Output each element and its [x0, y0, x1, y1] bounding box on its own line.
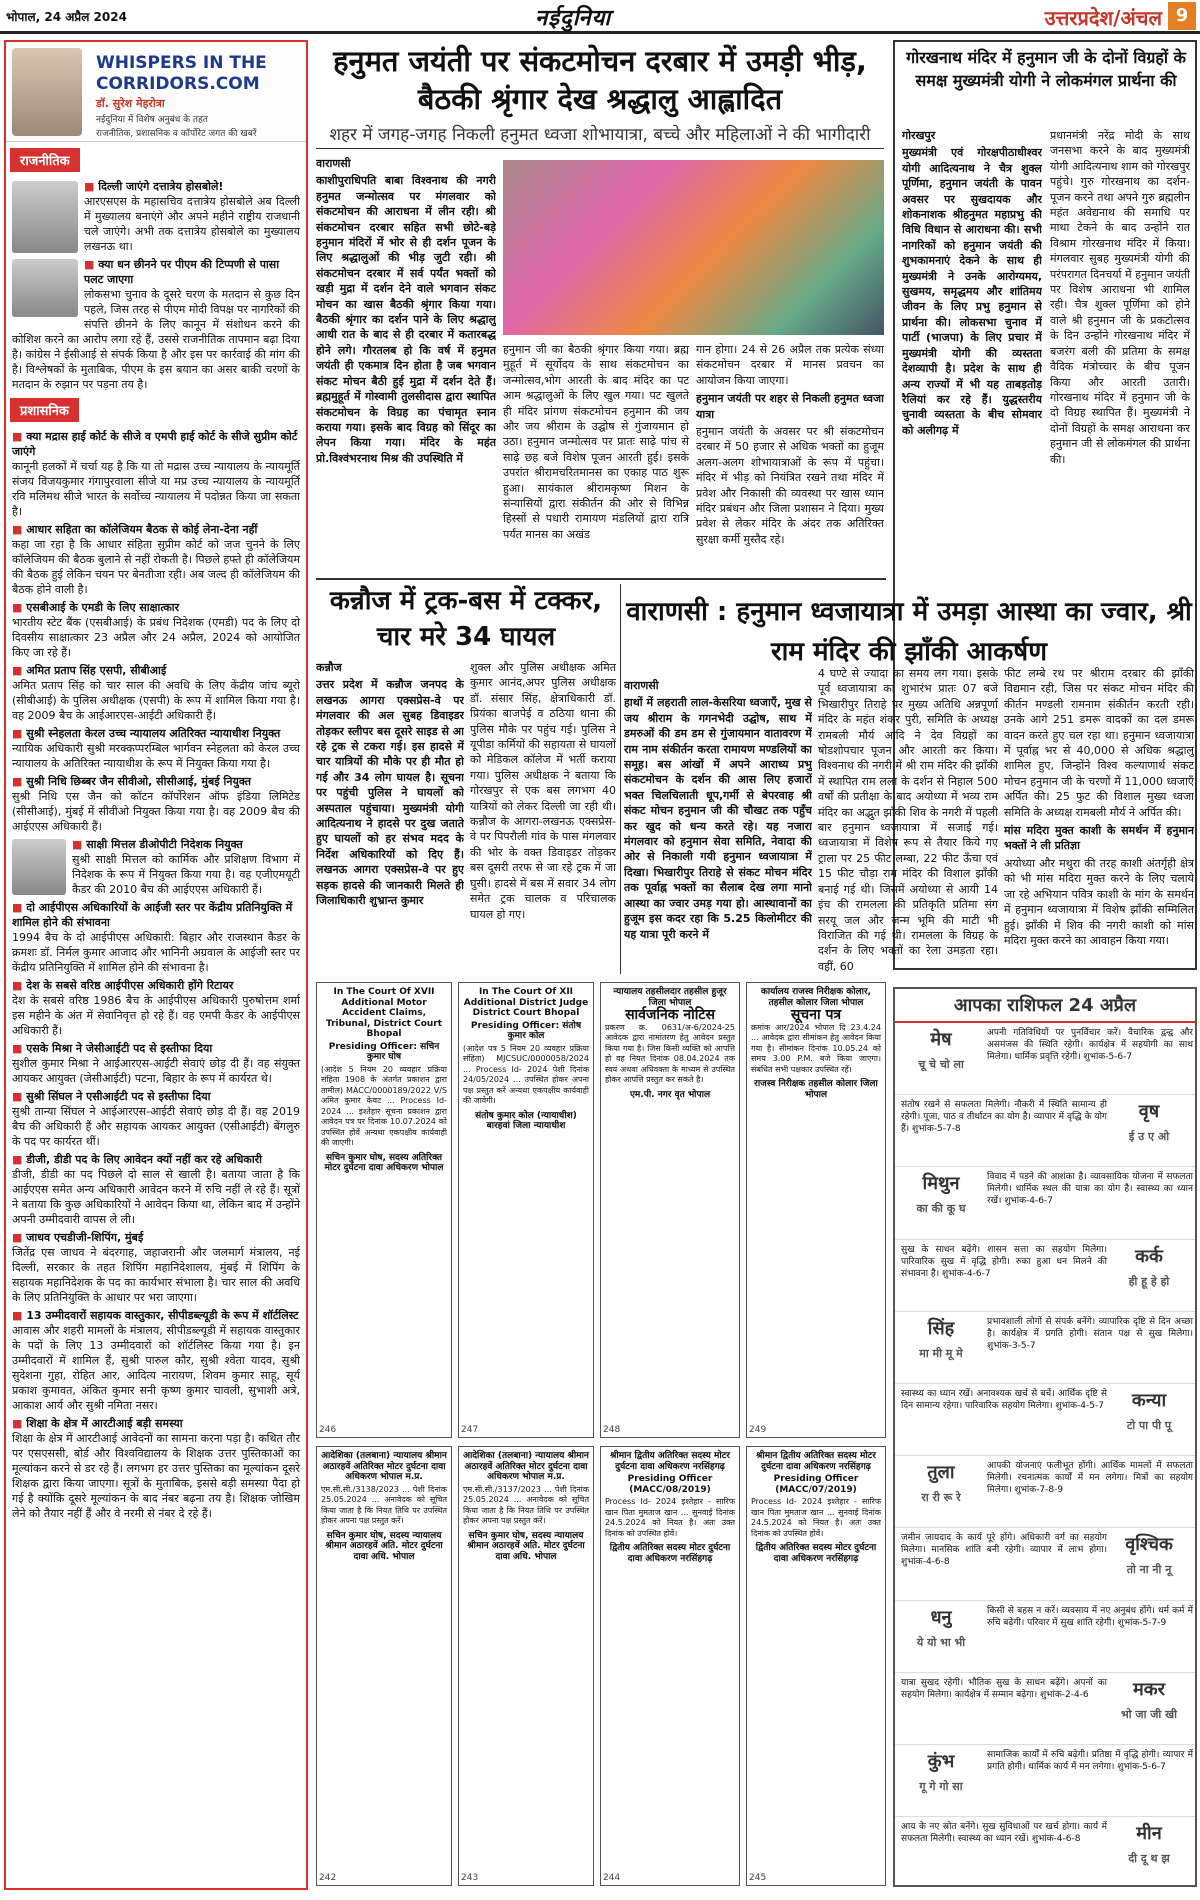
sign-prediction: आपकी योजनाएं फलीभूत होंगी। आर्थिक मामलों में सफलता मिलेगी। रचनात्मक कार्यों में मन लगेगा। मित्रों का सहयोग मिलेगा। शुभांक-7-8-9: [987, 1461, 1193, 1496]
notice-title: श्रीमान द्वितीय अतिरिक्त सदस्य मोटर दुर्घटना दावा अधिकरण नरसिंहगढ़: [756, 1451, 876, 1472]
notice-footer: एम.पी. नगर वृत भोपाल: [629, 1089, 711, 1100]
notice-number: 244: [603, 1872, 621, 1883]
item-body: अमित प्रताप सिंह को चार साल की अवधि के लिए केंद्रीय जांच ब्यूरो (सीबीआई) के पुलिस अधीक्षक (एसपी) के रूप में शामिल किया गया है। वह 2009 बैच के आईआरएस-आईटी अधिकारी हैं।: [12, 679, 300, 722]
item-heading: ■ साक्षी मित्तल डीओपीटी निदेशक नियुक्त: [12, 837, 300, 852]
kannauj-column-2: [470, 660, 616, 970]
sign-prediction: अपनी गतिविधियों पर पुनर्विचार करें। वैचारिक द्वन्द्व और असमंजस की स्थिति रहेगी। कार्यक्षेत्र में सहयोगी का साथ मिलेगा। धार्मिक प्रवृत्ति रहेगी। शुभांक-5-6-7: [987, 1028, 1193, 1062]
lead-column-1: [316, 156, 496, 576]
horoscope-row: [895, 1167, 1195, 1239]
kannauj-headline: कन्नौज में ट्रक-बस में टक्कर, चार मरे 34 घायल: [329, 586, 603, 652]
admin-item: [6, 1152, 306, 1227]
admin-item: [6, 1416, 306, 1521]
varanasi-body-2: 4 घण्टे से ज्यादा का समय लग गया। इसके पूर्व ध्वजायात्रा का शुभारंभ प्रातः 07 बजे भिखारीपुर तिराहे पर मुख्य अतिथि अन्नपूर्णा मंदिर के महंत शंकर पुरी, समिति के अध्यक्ष रामबली मौर्य आदि ने देव विग्रहों का षोडशोपचार पूजन और आरती कर किया। विश्वनाथ की नगरी में श्री राम मंदिर की झाँकी में स्थापित राम लला के दर्शन से निहाल 500 वर्षों की प्रतीक्षा के बाद अयोध्या में भव्य राम मंदिर का अद्भुत झाँकी शिव के नगरी में पहली बार हनुमान ध्वजायात्रा में सजाई गई। ध्वजायात्रा में विशेष रूप से तैयार किये गए ट्राला पर 25 फीट लम्बा, 22 फीट ऊँचा एवं 15 फीट चौड़ा राम मंदिर की विशाल झाँकी बनाई गई थी। जिसमें अयोध्या से आयी 14 इंच की रामलला की प्रतिकृति प्रतिमा संग सरयू जल और जन्म भूमि की माटी भी विराजित की गई थी। रामलला के विग्रह के दर्शन के लिए भक्तों का रेला उमड़ता रहा। वहीं, 60: [818, 667, 998, 972]
notice-number: 247: [461, 1424, 479, 1435]
notice-footer: सचिन कुमार घोष, सदस्य अतिरिक्त मोटर दुर्घटना दावा अधिकरण भोपाल: [324, 1152, 444, 1173]
sign-name: धनु: [930, 1606, 952, 1628]
notice-body: Process Id- 2024 इश्तेहार - सारिफ खान पिता मुमताज खान ... सुनवाई दिनांक 24.5.2024 को नियत है। अतः उक्त दिनांक को उपस्थित होवें।: [751, 1497, 881, 1538]
sign-prediction: स्वास्थ्य का ध्यान रखें। अनावश्यक खर्च से बचें। आर्थिक दृष्टि से दिन सामान्य रहेगा। पारिवारिक सहयोग मिलेगा। शुभांक-4-5-7: [901, 1388, 1107, 1411]
item-body: कानूनी हलकों में चर्चा यह है कि या तो मद्रास उच्च न्यायालय के न्यायमूर्ति संजय विजयकुमार गंगापुरवाला सीजे या मप्र उच्च न्यायालय के न्यायमूर्ति रवि मलिमथ सीजे भारत के सर्वोच्च न्यायालय में पदोन्नत किया जा सकता है।: [12, 460, 300, 518]
item-body: आवास और शहरी मामलों के मंत्रालय, सीपीडब्ल्यूडी में सहायक वास्तुकार के पदों के लिए 13 उम्मीदवारों को शॉर्टलिस्ट किया गया है। इन उम्मीदवारों में शामिल हैं, सुश्री पारुल कौर, सुश्री श्वेता यादव, सुश्री सुदेशना गुहा, रोहित आर, आदित्य नारायण, शिवम कुमार साहू, सूर्य प्रकाश कुमावत, अंकित कुमार सनी कृष्ण कुमार चावली, सुभाशी अत्रे, आकाश आर्य और सुश्री नमिता नसर।: [12, 1324, 300, 1412]
gorakhnath-headline: गोरखनाथ मंदिर में हनुमान जी के दोनों विग्रहों के समक्ष मुख्यमंत्री योगी ने लोकमंगल प्रार्थना की: [906, 48, 1186, 90]
item-body: कहा जा रहा है कि आधार संहिता सुप्रीम कोर्ट को जज चुनने के लिए कॉलेजियम की बैठक बुलाने से नहीं रोकती है। पिछले हफ्ते ही कॉलेजियम की बैठक हुई लेकिन चयन पर बेनतीजा रही। अब जल्द ही कॉलेजियम की बैठक होने वाली है।: [12, 538, 300, 596]
item-heading: ■ एसबीआई के एमडी के लिए साक्षात्कार: [12, 600, 300, 615]
sign-letters: गू गे गो सा: [919, 1779, 963, 1793]
notice-title: कार्यालय राजस्व निरीक्षक कोलार, तहसील कोलार जिला भोपाल: [760, 987, 872, 1008]
admin-item: [6, 663, 306, 723]
tagline-1: नईदुनिया में विशेष अनुबंध के तहत: [96, 115, 208, 125]
item-body: न्यायिक अधिकारी सुश्री मरक्कप्परम्बिल भार्गवन स्नेहलता को केरल उच्च न्यायालय के अतिरिक्त न्यायाधीश के रूप में नियुक्त किया गया है।: [12, 742, 300, 770]
item-heading: ■ 13 उम्मीदवारों सहायक वास्तुकार, सीपीडब्ल्यूडी के रूप में शॉर्टलिस्ट: [12, 1308, 300, 1323]
sign-prediction: जमीन जायदाद के कार्य पूरे होंगे। अधिकारी वर्ग का सहयोग मिलेगा। मानसिक शांति बनी रहेगी। व्यापार में लाभ होगा। शुभांक-4-6-8: [901, 1533, 1107, 1568]
item-body: डीजी, डीडी का पद पिछले दो साल से खाली है। बताया जाता है कि आईएएस समेत अन्य अधिकारी आवेदन करने में रुचि नहीं ले रहे हैं। सूत्रों ने बताया कि कुछ अधिकारियों ने आवेदन किया था, लेकिन बाद में उन्होंने अपनी उम्मीदवारी वापस ले ली।: [12, 1168, 300, 1226]
notice-number: 246: [319, 1424, 337, 1435]
notice-title: In The Court Of XVII Additional Motor Accident Claims, Tribunal, District Court Bhopal: [325, 987, 443, 1039]
lead-body-2: हनुमान जी का बैठकी श्रृंगार किया गया। ब्रह्म मुहूर्त में सूर्योदय के साथ संकटमोचन का जन्मोत्सव,भोग आरती के बाद मंदिर का पट आम श्रद्धालुओं के लिए खुल गया। पट खुलते ही मंदिर प्रांगण संकटमोचन हनुमान की जय और जय श्रीराम के उद्घोष से गुंजायमान हो उठा। हनुमान जन्मोत्सव पर प्रातः साढ़े पांच से साढ़े छह बजे विशेष पूजन आरती हुई। इसके उपरांत श्रीरामचरितमानस का एकाह पाठ शुरू हुआ। सायंकाल श्रीरामकृष्ण मिशन के संन्यासियों द्वारा संकीर्तन की ओर से विभिन्न हिस्सों से पधारी रामायण मंडलियों द्वारा रात्रि पर्यंत मानस का अखंड: [503, 343, 689, 541]
admin-item: [6, 1230, 306, 1305]
legal-notice: [746, 1446, 886, 1886]
item-body: भारतीय स्टेट बैंक (एसबीआई) के प्रबंध निदेशक (एमडी) पद के लिए दो दिवसीय साक्षात्कार 23 अप्रैल और 24 अप्रैल, 2024 को आयोजित किए जा रहे हैं।: [12, 616, 300, 659]
notice-body: (आदेश पत्र 5 नियम 20 व्यवहार प्रक्रिया संहिता) MJCSUC/0000058/2024 ... Process Id- 2024 पेशी दिनांक 24/05/2024 ... उपस्थित होकर अपना पक्ष प्रस्तुत करें अन्यथा एकपक्षीय कार्यवाही की जावेगी।: [463, 1043, 589, 1105]
varanasi-column-3: [1004, 666, 1194, 972]
sign-letters: ये यो भा भी: [916, 1635, 966, 1649]
item-heading: ■ शिक्षा के क्षेत्र में आरटीआई बड़ी समस्या: [12, 1416, 300, 1431]
sign-prediction: यात्रा सुखद रहेगी। भौतिक सुख के साधन बढ़ेंगे। अपनों का सहयोग मिलेगा। कार्यक्षेत्र में सम्मान बढ़ेगा। शुभांक-2-4-6: [901, 1677, 1107, 1700]
edition-date: भोपाल, 24 अप्रैल 2024: [6, 10, 127, 24]
sign-name: कुंभ: [927, 1750, 955, 1772]
legal-notice: [746, 982, 886, 1438]
item-heading: ■ क्या धन छीनने पर पीएम की टिप्पणी से पासा पलट जाएगा: [12, 257, 300, 287]
item-heading: ■ जाधव एचडीजी-शिपिंग, मुंबई: [12, 1230, 300, 1245]
notice-number: 243: [461, 1872, 479, 1883]
horoscope-row: [895, 1745, 1195, 1817]
notice-body: क्रमांक आर/2024 भोपाल दि 23.4.24 ... आवेदक द्वारा सीमांकन हेतु आवेदन किया गया है। सीमांकन दिनांक 10.05.24 को समय 3.00 P.M. बजे किया जाएगा। संबंधित सभी पक्षकार उपस्थित रहें।: [751, 1022, 881, 1074]
divider: [316, 578, 886, 580]
item-heading: ■ आधार सहिता का कॉलेजियम बैठक से कोई लेना-देना नहीं: [12, 522, 300, 537]
item-body: 1994 बैच के दो आईपीएस अधिकारी: बिहार और राजस्थान कैडर के क्रमशः डॉ. निर्मल कुमार आजाद और भानिनी अग्रवाल के आईजी स्तर पर केंद्रीय प्रतिनियुक्ति में शामिल होने की संभावना है।: [12, 931, 300, 974]
politician-photo: [12, 181, 78, 253]
sign-name: तुला: [927, 1462, 955, 1484]
admin-item: [6, 429, 306, 519]
sign-letters: का की कू घ: [916, 1202, 966, 1216]
horoscope-row: [895, 1601, 1195, 1673]
item-heading: ■ सुश्री निधि छिब्बर जैन सीवीओ, सीसीआई, मुंबई नियुक्त: [12, 774, 300, 789]
legal-notice: [600, 982, 740, 1438]
sign-name: मिथुन: [922, 1173, 960, 1195]
horoscope-row: [895, 1023, 1195, 1095]
varanasi-column-1: [624, 678, 812, 972]
varanasi-subhead: मांस मदिरा मुक्त काशी के समर्थन में हनुमान भक्तों ने ली प्रतिज्ञा: [1004, 824, 1194, 853]
sign-prediction: सुख के साधन बढ़ेंगे। शासन सत्ता का सहयोग मिलेगा। पारिवारिक सुख में वृद्धि होगी। रुका हुआ धन मिलने की संभावना है। शुभांक-4-6-7: [901, 1244, 1107, 1279]
lead-body-3: गान होगा। 24 से 26 अप्रैल तक प्रत्येक संध्या संकटमोचन दरबार में मानस प्रवचन का आयोजन किया जाएगा।: [696, 343, 884, 387]
legal-notice: [458, 1446, 594, 1886]
notice-footer: सचिन कुमार घोष, सदस्य न्यायालय श्रीमान अठारहवें अति. मोटर दुर्घटना दावा अधि. भोपाल: [467, 1530, 585, 1562]
notice-footer: संतोष कुमार कोल (न्यायाधीश) बारहवां जिला न्यायाधीश: [475, 1110, 577, 1131]
horoscope-row: [895, 1384, 1195, 1456]
item-heading: ■ अमित प्रताप सिंह एसपी, सीबीआई: [12, 663, 300, 678]
brand-line-2: CORRIDORS.COM: [96, 74, 260, 94]
notice-number: 245: [749, 1872, 767, 1883]
sign-name: वृष: [1138, 1101, 1160, 1123]
item-heading: ■ सुश्री स्नेहलता केरल उच्च न्यायालय अतिरिक्त न्यायाधीश नियुक्त: [12, 726, 300, 741]
sign-prediction: प्रभावशाली लोगों से संपर्क बनेंगे। व्यापारिक दृष्टि से दिन अच्छा है। कार्यक्षेत्र में प्रगति होगी। संतान पक्ष से सुख मिलेगा। शुभांक-3-5-7: [987, 1316, 1193, 1351]
section-title: उत्तरप्रदेश/अंचल: [1044, 6, 1162, 30]
admin-item: [6, 978, 306, 1038]
item-heading: ■ दो आईपीएस अधिकारियों के आईजी स्तर पर केंद्रीय प्रतिनियुक्ति में शामिल होने की संभावना: [12, 900, 300, 930]
whispers-banner: [6, 42, 306, 142]
notice-title: In The Court Of XII Additional District Judge District Court Bhopal: [463, 987, 589, 1018]
sign-letters: टो पा पी पू: [1126, 1418, 1172, 1432]
lead-headline: हनुमत जयंती पर संकटमोचन दरबार में उमड़ी भीड़, बैठकी श्रृंगार देख श्रद्धालु आह्लादित: [333, 44, 867, 116]
sign-letters: चू चे चो ला: [918, 1058, 964, 1071]
notice-officer: सार्वजनिक नोटिस: [625, 1007, 715, 1023]
admin-item: [6, 726, 306, 771]
admin-item: [6, 900, 306, 975]
notice-number: 242: [319, 1872, 337, 1883]
sign-name: मेष: [930, 1029, 952, 1050]
section-label-admin: प्रशासनिक: [10, 398, 79, 422]
horoscope-row: [895, 1528, 1195, 1600]
admin-item: [6, 837, 306, 897]
notice-officer: Presiding Officer: संतोष कुमार कोल: [470, 1020, 582, 1041]
varanasi-headline: वाराणसी : हनुमान ध्वजायात्रा में उमड़ा आस्था का ज्वार, श्री राम मंदिर की झाँकी आकर्षण: [626, 597, 1192, 667]
sign-name: मीन: [1136, 1823, 1162, 1845]
section-label-political: राजनीतिक: [10, 148, 80, 172]
varanasi-body-1: हाथों में लहराती लाल-केसरिया ध्वजाएँ, मुख से जय श्रीराम के गगनभेदी उद्घोष, साथ में डमरुओं की डम डम से गुंजायमान वातावरण में राम नाम संकीर्तन करता रामायण मण्डलियों का समूह। बस आंखों में अपने आराध्य प्रभु संकटमोचन के दर्शन की आस लिए हजारों भक्त चिलचिलाती धूप,गर्मी से बेपरवाह श्री संकट मोचन हनुमान जी की चौखट तक पहुँच कर खुद को धन्य करते रहे। यह नजारा मंगलवार को हनुमान सेवा समिति, नेवादा की ओर से निकाली गयी हनुमान ध्वजायात्रा में दिखा। भिखारीपुर तिराहे से संकट मोचन मंदिर तक पूर्वाह्न भक्तों का सैलाब देख लगा मानो आस्था का ज्वार उमड़ गया हो। आस्थावानों का हुजूम इस कदर रहा कि 5.25 किलोमीटर की यह यात्रा पूरी करने में: [624, 696, 812, 941]
notice-body: (आदेश 5 नियम 20 व्यवहार प्रक्रिया संहिता 1908 के अंतर्गत प्रकाशन द्वारा तामील) MACC/0000189/2022 V/S अमित कुमार केवट ... Process Id- 2024 ... इश्तेहार सूचना प्रकाशन द्वारा आवेदन पत्र पर दिनांक 10.07.2024 को उपस्थित होवें अन्यथा एकपक्षीय कार्यवाही की जाएगी।: [321, 1064, 447, 1147]
item-body: देश के सबसे वरिष्ठ 1986 बैच के आईपीएस अधिकारी पुरुषोत्तम शर्मा इस महीने के अंत में सेवानिवृत्त हो रहे हैं। वह एमपी कैडर के आईपीएस अधिकारी हैं।: [12, 994, 300, 1037]
item-heading: ■ देश के सबसे वरिष्ठ आईपीएस अधिकारी होंगे रिटायर: [12, 978, 300, 993]
horoscope-list: [895, 1023, 1195, 1887]
lead-column-3: [696, 342, 884, 576]
notice-body: एम.सी.सी./3137/2023 ... पेशी दिनांक 25.05.2024 ... अनावेदक को सूचित किया जाता है कि नियत तिथि पर उपस्थित होकर अपना पक्ष प्रस्तुत करें।: [463, 1484, 589, 1525]
sign-letters: रा री रू रे: [921, 1491, 961, 1505]
horoscope-row: [895, 1312, 1195, 1384]
varanasi-column-2: [818, 666, 998, 972]
horoscope-box: [893, 987, 1197, 1887]
sign-prediction: संतोष रखने से सफलता मिलेगी। नौकरी में स्थिति सामान्य ही रहेगी। पूजा, पाठ व तीर्थाटन का योग है। व्यापार में वृद्धि के योग हैं। शुभांक-5-7-8: [901, 1100, 1107, 1135]
notice-title: श्रीमान द्वितीय अतिरिक्त सदस्य मोटर दुर्घटना दावा अधिकरण नरसिंहगढ़: [610, 1451, 730, 1472]
notice-body: प्रकरण क्र. 0631/अ-6/2024-25 आवेदक द्वारा नामांतरण हेतु आवेदन प्रस्तुत किया गया है। जिस किसी व्यक्ति को आपत्ति हो वह नियत दिनांक 08.04.2024 तक स्वयं अथवा अधिवक्ता के माध्यम से उपस्थित होकर आपत्ति प्रस्तुत कर सकते है।: [605, 1022, 735, 1084]
notice-footer: द्वितीय अतिरिक्त सदस्य मोटर दुर्घटना दावा अधिकरण नरसिंहगढ़: [755, 1543, 877, 1564]
lead-subhead: शहर में जगह-जगह निकली हनुमत ध्वजा शोभायात्रा, बच्चे और महिलाओं ने की भागीदारी: [329, 125, 871, 145]
item-heading: ■ डीजी, डीडी पद के लिए आवेदन क्यों नहीं कर रहे अधिकारी: [12, 1152, 300, 1167]
notice-footer: राजस्व निरीक्षक तहसील कोलार जिला भोपाल: [754, 1079, 878, 1100]
lead-body-1: काशीपुराधिपति बाबा विश्वनाथ की नगरी हनुमत जन्मोत्सव पर मंगलवार को संकटमोचन की आराधना में लीन रही। श्री संकटमोचन दरबार सहित सभी छोटे-बड़े हनुमान मंदिरों में भोर से ही दर्शन पूजन के लिए श्रद्धालुओं की भीड़ जुटी रही। श्री संकटमोचन दरबार में सर्व पर्यंत भक्तों को खड़ी मुद्रा में दर्शन देने वाले भगवान संकट मोचन का खास बैठकी श्रृंगार किया गया। बैठकी श्रृंगार का दर्शन पाने के लिए श्रद्धालु आधी रात के बाद से ही दरबार में कतारबद्ध होने लगे। गौरतलब हो कि वर्ष में हनुमत जयंती ही एकमात्र दिन होता है जब भगवान संकट मोचन बैठी हुई मुद्रा में दर्शन देते हैं। ब्रह्ममुहूर्त में गोस्वामी तुलसीदास द्वारा स्थापित संकटमोचन के विग्रह का पंचामृत स्नान कराया गया। इसके बाद विग्रह को सिंदूर का लेपन किया गया। मंदिर के महंत प्रो.विश्वंभरनाथ मिश्र की उपस्थिति में: [316, 174, 496, 465]
item-body: आरएसएस के महासचिव दत्तात्रेय होसबोले अब दिल्ली में मुख्यालय बनाएंगे और अपने महीने राष्ट्रीय राजधानी चले जाएंगे। अभी तक दत्तात्रेय होसबोले का मुख्यालय लखनऊ था।: [84, 195, 300, 253]
dateline: गोरखपुर: [902, 129, 936, 142]
author-name: डॉ. सुरेश मेहरोत्रा: [96, 97, 165, 110]
sign-letters: दी दू थ झ: [1128, 1852, 1170, 1866]
sign-letters: भो जा जी खी: [1121, 1707, 1177, 1721]
notice-body: एम.सी.सी./3138/2023 ... पेशी दिनांक 25.05.2024 ... अनावेदक को सूचित किया जाता है कि नियत तिथि पर उपस्थित होकर अपना पक्ष प्रस्तुत करें।: [321, 1484, 447, 1525]
lead-column-2: [503, 342, 689, 576]
notice-title: आदेशिका (तलबाना) न्यायालय श्रीमान अठारहवें अतिरिक्त मोटर दुर्घटना दावा अधिकरण भोपाल म.प्र.: [321, 1451, 447, 1482]
kannauj-body-2: शुक्ल और पुलिस अधीक्षक अमित कुमार आनंद,अपर पुलिस अधीक्षक डॉ. संसार सिंह, क्षेत्राधिकारी डॉ. प्रियंका बाजपेई व ठठिया थाना की पुलिस मौके पर पहुंच गई। पुलिस ने यूपीडा कर्मियों की सहायता से घायलों को मेडिकल कॉलेज में भर्ती कराया गया। पुलिस अधीक्षक ने बताया कि गोरखपुर से एक बस लगभग 40 यात्रियों को लेकर दिल्ली जा रही थी। कन्नौज के आगरा-लखनऊ एक्सप्रेस-वे पर पिपरौली गांव के पास मंगलवार की भोर के वक्त डिवाइडर तोड़कर बस दूसरी तरफ से जा रहे ट्रक में जा घुसी। हादसे में बस में सवार 34 लोग समेत ट्रक चालक व परिचालक घायल हो गए।: [470, 661, 616, 921]
newspaper-logo: नईदुनिया: [535, 6, 612, 31]
sign-prediction: सामाजिक कार्यों में रुचि बढ़ेगी। प्रतिष्ठा में वृद्धि होगी। व्यापार में प्रगति होगी। धार्मिक कार्य में मन लगेगा। शुभांक-5-6-7: [987, 1749, 1193, 1772]
item-body: लोकसभा चुनाव के दूसरे चरण के मतदान से कुछ दिन पहले, जिस तरह से पीएम मोदी विपक्ष पर नागरिकों की संपत्ति छीनने के लिए कानून में संशोधन करने की कोशिश करने का आरोप लगा रहे हैं, उससे राजनीतिक तापमान बढ़ा दिया है। कांग्रेस ने ईसीआई से संपर्क किया है और इस पर कार्रवाई की मांग की है। विश्लेषकों के मुताबिक, पीएम के इस बयान का असर बाकी चरणों के मतदान के रुझान पर पड़ना तय है।: [12, 288, 300, 391]
sign-name: वृश्चिक: [1125, 1534, 1173, 1556]
horoscope-row: [895, 1817, 1195, 1887]
notice-officer: सूचना पत्र: [790, 1007, 842, 1023]
item-heading: ■ एसके मिश्रा ने जेसीआईटी पद से इस्तीफा दिया: [12, 1041, 300, 1056]
sign-prediction: किसी से बहस न करें। व्यवसाय में नए अनुबंध होंगे। धर्म कर्म में रुचि बढ़ेगी। परिवार में सुख शांति रहेगी। शुभांक-5-7-9: [987, 1605, 1193, 1628]
sign-letters: ही हू हे हो: [1128, 1274, 1170, 1288]
sign-letters: तो ना नी नू: [1126, 1563, 1172, 1577]
notice-body: Process Id- 2024 इश्तेहार - सारिफ खान पिता मुमताज खान ... सुनवाई दिनांक 24.5.2024 को नियत है। अतः उक्त दिनांक को उपस्थित होवें।: [605, 1497, 735, 1538]
lead-body-4: हनुमान जयंती के अवसर पर श्री संकटमोचन दरबार में 50 हजार से अधिक भक्तों का हुजूम अलग-अलग शोभायात्राओं के रूप में पहुंचा। मंदिर में भीड़ को नियंत्रित रखने तथा मंदिर में प्रवेश और निकासी की व्यवस्था पर खास ध्यान मंदिर प्रबंधन और जिला प्रशासन ने दिया। मुख्य प्रवेश से लेकर मंदिर के अंदर तक अतिरिक्त सुरक्षा कर्मी मुस्तैद रहे।: [696, 425, 884, 546]
dateline: वाराणसी: [316, 157, 351, 170]
gorakhnath-body-1: मुख्यमंत्री एवं गोरक्षपीठाधीश्वर योगी आदित्यनाथ ने चैत्र शुक्ल पूर्णिमा, हनुमान जयंती के पावन अवसर पर सुखदायक और शोकनाशक श्रीहनुमत महाप्रभु की विधि विधान से आराधना की। सभी नागरिकों को हनुमान जयंती की शुभकामनाएं देकने के साथ ही मुख्यमंत्री ने उनके आरोग्यमय, सुखमय, समृद्धमय और शांतिमय जीवन के लिए प्रभु हनुमान से प्रार्थना की। लोकसभा चुनाव में पार्टी (भाजपा) के लिए प्रचार में मुख्यमंत्री योगी की व्यस्तता देशव्यापी है। प्रदेश के साथ ही अन्य राज्यों में भी यह ताबड़तोड़ रैलियां कर रहे हैं। युद्धस्तरीय चुनावी व्यस्तता के बीच सोमवार को अलीगढ़ में: [902, 146, 1042, 437]
item-body: जितेंद्र एस जाधव ने बंदरगाह, जहाजरानी और जलमार्ग मंत्रालय, नई दिल्ली, सरकार के तहत शिपिंग महानिदेशालय, मुंबई में शिपिंग के सहायक महानिदेशक के पद का कार्यभार संभाला है। चार साल की अवधि के लिए प्रतिनियुक्ति के आधार पर भरा जाएगा।: [12, 1246, 300, 1304]
officer-photo: [12, 839, 66, 895]
item-body: सुश्री तान्या सिंघल ने आईआरएस-आईटी सेवाएं छोड़ दी हैं। वह 2019 बैच की अधिकारी हैं और सहायक आयकर आयुक्त (एसीआईटी) बेंगलुरु के पद पर कार्यरत थीं।: [12, 1105, 300, 1148]
legal-notice: [458, 982, 594, 1438]
notice-title: आदेशिका (तलबाना) न्यायालय श्रीमान अठारहवें अतिरिक्त मोटर दुर्घटना दावा अधिकरण भोपाल म.प्र.: [463, 1451, 589, 1482]
kannauj-column-1: [316, 660, 464, 970]
admin-item: [6, 1308, 306, 1413]
horoscope-row: [895, 1456, 1195, 1528]
sign-name: कन्या: [1131, 1389, 1167, 1411]
admin-item: [6, 522, 306, 597]
item-body: सुश्री निधि एस जैन को कॉटन कॉर्पोरेशन ऑफ इंडिया लिमिटेड (सीसीआई), मुंबई में सीवीओ नियुक्त किया गया है। वह 2009 बैच की आईएएस अधिकारी हैं।: [12, 790, 300, 833]
notice-title: न्यायालय तहसीलदार तहसील हुजूर जिला भोपाल: [613, 987, 727, 1008]
horoscope-row: [895, 1673, 1195, 1745]
sign-name: मकर: [1133, 1678, 1165, 1700]
varanasi-body-3: फीट लम्बे रथ पर श्रीराम दरबार की झाँकी विद्यमान रही, जिस पर संकट मोचन मंदिर की कीर्तन मण्डली रामनाम संकीर्तन करती रही। उनके आगे 251 डमरू वादकों का दल डमरू वादन करते हुए चल रहा था। हनुमान ध्वजायात्रा में पूर्वाह्न भर से 40,000 से अधिक श्रद्धालु शामिल हुए, जिन्होंने विश्व कल्याणार्थ संकट मोचन हनुमान जी के चरणों में 11,000 ध्वजाएँ अर्पित की। 25 फुट की विशाल मुख्य ध्वजा समिति के अध्यक्ष रामबली मौर्य ने अर्पित की।: [1004, 667, 1194, 819]
admin-item: [6, 1041, 306, 1086]
item-heading: ■ सुश्री सिंघल ने एसीआईटी पद से इस्तीफा दिया: [12, 1089, 300, 1104]
item-heading: ■ दिल्ली जाएंगे दत्तात्रेय होसबोले!: [12, 179, 300, 194]
kannauj-body-1: उत्तर प्रदेश में कन्नौज जनपद के लखनऊ आगरा एक्सप्रेस-वे पर मंगलवार की अल सुबह डिवाइडर तोड़कर स्लीपर बस दूसरे साइड से आ रहे ट्रक से टकरा गई। इस हादसे में चार यात्रियों की मौके पर ही मौत हो गई और 34 लोग घायल है। सूचना पर पहुंची पुलिस ने घायलों को अस्पताल पहुंचाया। मुख्यमंत्री योगी आदित्यनाथ ने हादसे पर दुख जताते हुए घायलों को हर संभव मदद के निर्देश अधिकारियों को दिए हैं। लखनऊ आगरा एक्सप्रेस-वे पर हुए सड़क हादसे की जानकारी मिलते ही जिलाधिकारी शुभ्रान्त कुमार: [316, 678, 464, 908]
political-item: [6, 179, 306, 254]
dateline: कन्नौज: [316, 661, 342, 674]
political-item: [6, 257, 306, 392]
author-photo: [12, 48, 82, 136]
item-body: सुश्री साक्षी मित्तल को कार्मिक और प्रशिक्षण विभाग में निदेशक के रूप में नियुक्त किया गया है। वह एजीएमयूटी कैडर की 2010 बैच की आईएएस अधिकारी हैं।: [72, 853, 300, 896]
sign-letters: ई उ ए ओ: [1128, 1130, 1170, 1144]
page-number: 9: [1168, 2, 1196, 30]
varanasi-body-4: अयोध्या और मथुरा की तरह काशी अंतर्गृही क्षेत्र को भी मांस मदिरा मुक्त करने के लिए चलाये जा रहे अभियान पवित्र काशी के मांग के समर्थन में हनुमान ध्वजायात्रा में विशेष झाँकी सम्मिलित हुई। झाँकी में शिव की नगरी काशी को मांस मदिरा मुक्त करने का आवाहन किया गया।: [1004, 856, 1194, 947]
notice-footer: सचिन कुमार घोष, सदस्य न्यायालय श्रीमान अठारहवें अति. मोटर दुर्घटना दावा अधि. भोपाल: [325, 1530, 443, 1562]
horoscope-title: आपका राशिफल 24 अप्रैल: [895, 989, 1195, 1023]
temple-crowd-photo: [503, 160, 884, 335]
politician-photo: [12, 259, 78, 317]
brand-line-1: WHISPERS IN THE: [96, 53, 267, 73]
admin-item: [6, 600, 306, 660]
notice-officer: Presiding Officer (MACC/07/2019): [773, 1474, 859, 1495]
masthead: [0, 0, 1200, 34]
tagline-2: राजनीतिक, प्रशासनिक व कॉर्पोरेट जगत की खबरें: [96, 129, 257, 139]
whispers-column: [4, 40, 308, 1890]
legal-notice: [600, 1446, 740, 1886]
divider: [620, 584, 621, 974]
sign-letters: मा मी मू मे: [919, 1346, 963, 1360]
legal-notice: [316, 982, 452, 1438]
item-body: सुशील कुमार मिश्रा ने आईआरएस-आईटी सेवाएं छोड़ दी हैं। वह संयुक्त आयकर आयुक्त (जेसीआईटी) पटना, बिहार के रूप में कार्यरत थे।: [12, 1057, 300, 1085]
sign-prediction: विवाद में पड़ने की आशंका है। व्यावसायिक योजना में सफलता मिलेगी। धार्मिक स्थल की यात्रा का योग है। स्वास्थ्य का ध्यान रखें। शुभांक-4-6-7: [987, 1172, 1193, 1207]
sign-name: सिंह: [927, 1317, 955, 1339]
item-body: शिक्षा के क्षेत्र में आरटीआई आवेदनों का सामना करना पड़ा है। कथित तौर पर एसएससी, बोर्ड और विश्वविद्यालय के शिक्षक उत्तर पुस्तिकाओं का मूल्यांकन करने से डर रहे हैं। लगभग हर उत्तर पुस्तिका का मूल्यांकन दूसरे शिक्षक द्वारा किया जाएगा। सूत्रों के मुताबिक, इससे बड़ी समस्या पैदा हो गई है क्योंकि दूसरे मूल्यांकन के बाद नंबर बढ़ना तय है। शिक्षक जोखिम लेने को तैयार नहीं हैं और वे नरमी से नंबर दे रहे हैं।: [12, 1432, 300, 1520]
admin-item: [6, 774, 306, 834]
lead-subhead-2: हनुमान जयंती पर शहर से निकली हनुमत ध्वजा यात्रा: [696, 392, 884, 421]
notice-number: 249: [749, 1424, 767, 1435]
horoscope-row: [895, 1240, 1195, 1312]
dateline: वाराणसी: [624, 679, 659, 692]
notice-officer: Presiding Officer: सचिन कुमार घोष: [328, 1041, 440, 1062]
divider: [316, 148, 884, 149]
notice-number: 248: [603, 1424, 621, 1435]
notice-footer: द्वितीय अतिरिक्त सदस्य मोटर दुर्घटना दावा अधिकरण नरसिंहगढ़: [609, 1543, 731, 1564]
sign-prediction: आय के नए स्रोत बनेंगे। सुख सुविधाओं पर खर्च होगा। कार्य में सफलता मिलेगी। स्वास्थ्य का ध्यान रखें। शुभांक-4-6-8: [901, 1822, 1107, 1845]
notice-officer: Presiding Officer (MACC/08/2019): [627, 1474, 713, 1495]
horoscope-row: [895, 1095, 1195, 1167]
item-heading: ■ क्या मद्रास हाई कोर्ट के सीजे व एमपी हाई कोर्ट के सीजे सुप्रीम कोर्ट जाएंगे: [12, 429, 300, 459]
gorakhnath-body-2: प्रधानमंत्री नरेंद्र मोदी के साथ जनसभा करने के बाद मुख्यमंत्री योगी आदित्यनाथ शाम को गोरखपुर पहुंचे। गुरु गोरखनाथ का दर्शन-पूजन करने तथा अपने गुरु ब्रह्मलीन महंत अवेद्यनाथ की समाधि पर माथा टेकने के बाद उन्होंने रात विश्राम गोरखनाथ मंदिर में किया। मंगलवार सुबह मुख्यमंत्री योगी की परंपरागत दिनचर्या में हनुमान जयंती पर विशेष आराधना भी शामिल रही। चैत्र शुक्ल पूर्णिमा को होने वाले श्री हनुमान जी के प्रकटोत्सव के दिन उन्होंने गोरखनाथ मंदिर में बजरंग बली की प्रतिमा के समक्ष वैदिक मंत्रोच्चार के बीच पूजन किया और आरती उतारी। गोरखनाथ मंदिर में हनुमान जी के दो विग्रह स्थापित हैं। मुख्यमंत्री ने दोनों विग्रहों के समक्ष आराधना कर हनुमान जी से लोकमंगल की प्रार्थना की।: [1050, 129, 1190, 466]
admin-item: [6, 1089, 306, 1149]
legal-notice: [316, 1446, 452, 1886]
sign-name: कर्क: [1135, 1245, 1163, 1267]
